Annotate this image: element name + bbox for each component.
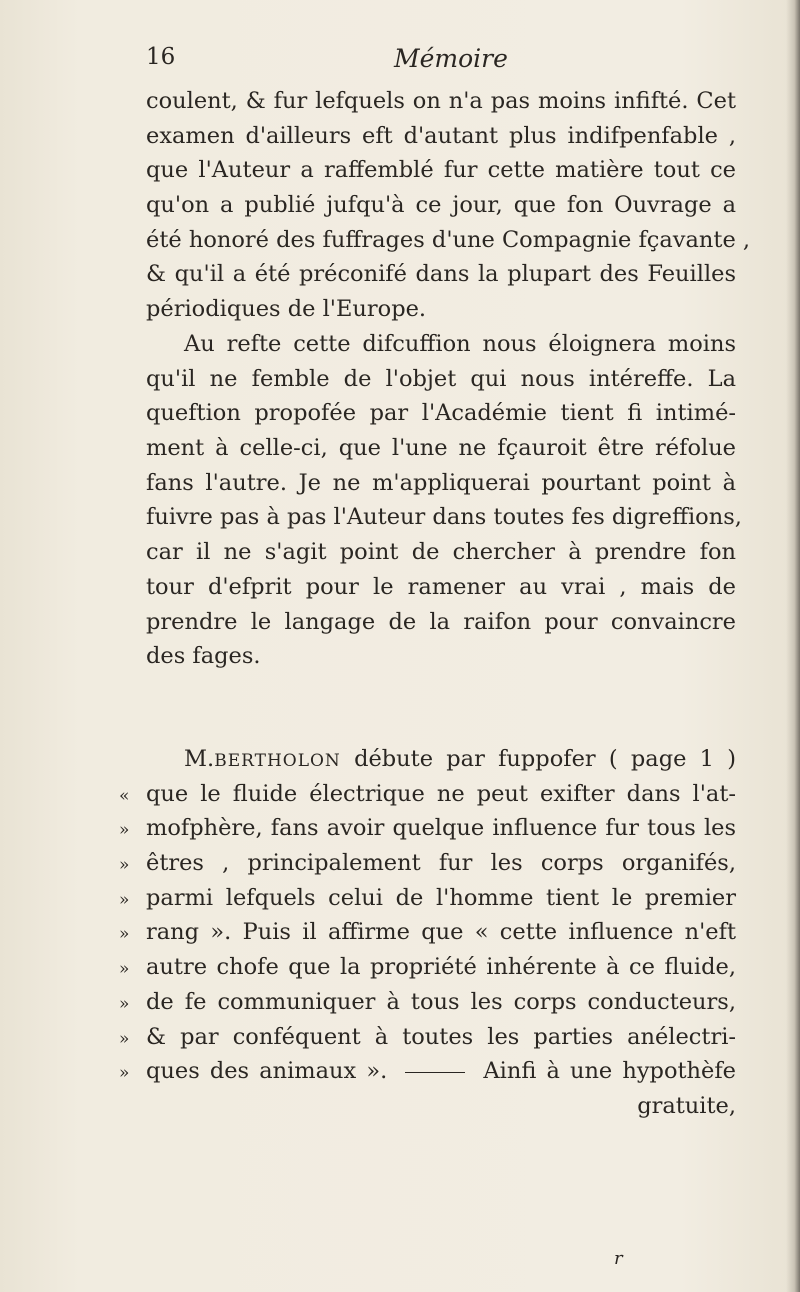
quoted-text: de fe communiquer à tous les corps conducteurs, bbox=[146, 988, 736, 1015]
quoted-line bbox=[119, 846, 736, 881]
quoted-text: parmi lefquels celui de l'homme tient le premier bbox=[146, 884, 736, 911]
quoted-passage bbox=[119, 777, 736, 1055]
first-line-rest: débute par fuppofer ( page 1 ) bbox=[354, 746, 737, 772]
quoted-line bbox=[119, 985, 736, 1020]
running-title: Mémoire bbox=[394, 44, 508, 73]
text-line: des fages. bbox=[146, 643, 261, 670]
quoted-text: & par conféquent à toutes les parties anélectri- bbox=[146, 1023, 736, 1050]
page-header bbox=[146, 44, 732, 78]
text-line: été honoré des fuffrages d'une Compagnie fçavante , bbox=[146, 226, 751, 253]
quoted-line bbox=[119, 881, 736, 916]
paragraph-2 bbox=[146, 327, 742, 674]
text-line bbox=[146, 742, 736, 777]
paragraph-3 bbox=[119, 742, 737, 1124]
quoted-text: autre chofe que la propriété inhérente à ce fluide, bbox=[146, 954, 736, 981]
quoted-text: rang ». Puis il affirme que « cette influence n'eft bbox=[146, 919, 736, 946]
page-number: 16 bbox=[146, 44, 176, 70]
text-line: car il ne s'agit point de chercher à prendre fon bbox=[146, 539, 736, 566]
quoted-text: êtres , principalement fur les corps organifés, bbox=[146, 850, 736, 877]
author-name: BERTHOLON bbox=[214, 751, 341, 771]
text-line: fans l'autre. Je ne m'appliquerai pourtant point à bbox=[146, 469, 736, 496]
text-line: ment à celle-ci, que l'une ne fçauroit être réfolue bbox=[146, 435, 736, 462]
quote-mark: » bbox=[119, 889, 130, 910]
last-line-end: Ainfi à une hypothèfe bbox=[483, 1058, 736, 1085]
text-line: qu'on a publié jufqu'à ce jour, que fon Ouvrage a bbox=[146, 192, 736, 219]
quoted-text: que le fluide électrique ne peut exifter dans l'at- bbox=[146, 780, 736, 807]
catchword: gratuite, bbox=[637, 1092, 736, 1119]
quoted-line bbox=[119, 950, 736, 985]
text-line: queftion propofée par l'Académie tient fi intimé- bbox=[146, 400, 736, 427]
text-line: examen d'ailleurs eft d'autant plus indifpenfable , bbox=[146, 122, 736, 149]
last-line-start: ques des animaux ». bbox=[146, 1058, 388, 1085]
text-line: prendre le langage de la raifon pour convaincre bbox=[146, 608, 736, 635]
text-line: que l'Auteur a raffemblé fur cette matière tout ce bbox=[146, 157, 736, 184]
text-line: périodiques de l'Europe. bbox=[146, 296, 427, 323]
dash-rule bbox=[405, 1072, 465, 1073]
text-line bbox=[119, 1054, 736, 1089]
quoted-text: mofphère, fans avoir quelque influence fur tous les bbox=[146, 815, 736, 842]
quoted-line bbox=[119, 777, 736, 812]
quote-mark: « bbox=[119, 785, 130, 806]
text-line: fuivre pas à pas l'Auteur dans toutes fes digreffions, bbox=[146, 504, 742, 531]
author-initial: M. bbox=[184, 746, 215, 772]
text-line: qu'il ne femble de l'objet qui nous intéreffe. La bbox=[146, 365, 736, 392]
text-line: & qu'il a été préconifé dans la plupart des Feuilles bbox=[146, 261, 736, 288]
text-line: tour d'efprit pour le ramener au vrai , mais de bbox=[146, 573, 736, 600]
quote-mark: » bbox=[119, 820, 130, 841]
text-line: coulent, & fur lefquels on n'a pas moins infifté. Cet bbox=[146, 88, 736, 114]
quote-mark: » bbox=[119, 1063, 130, 1084]
signature-mark: r bbox=[614, 1248, 623, 1269]
quote-mark: » bbox=[119, 855, 130, 876]
quoted-line bbox=[119, 915, 736, 950]
quote-mark: » bbox=[119, 959, 130, 980]
quoted-line bbox=[119, 1020, 736, 1055]
paragraph-1 bbox=[146, 84, 751, 327]
page-edge-shadow bbox=[786, 0, 800, 1292]
text-line: Au refte cette difcuffion nous éloignera moins bbox=[184, 331, 736, 357]
quote-mark: » bbox=[119, 924, 130, 945]
quote-mark: » bbox=[119, 993, 130, 1014]
quoted-line bbox=[119, 811, 736, 846]
quote-mark: » bbox=[119, 1028, 130, 1049]
